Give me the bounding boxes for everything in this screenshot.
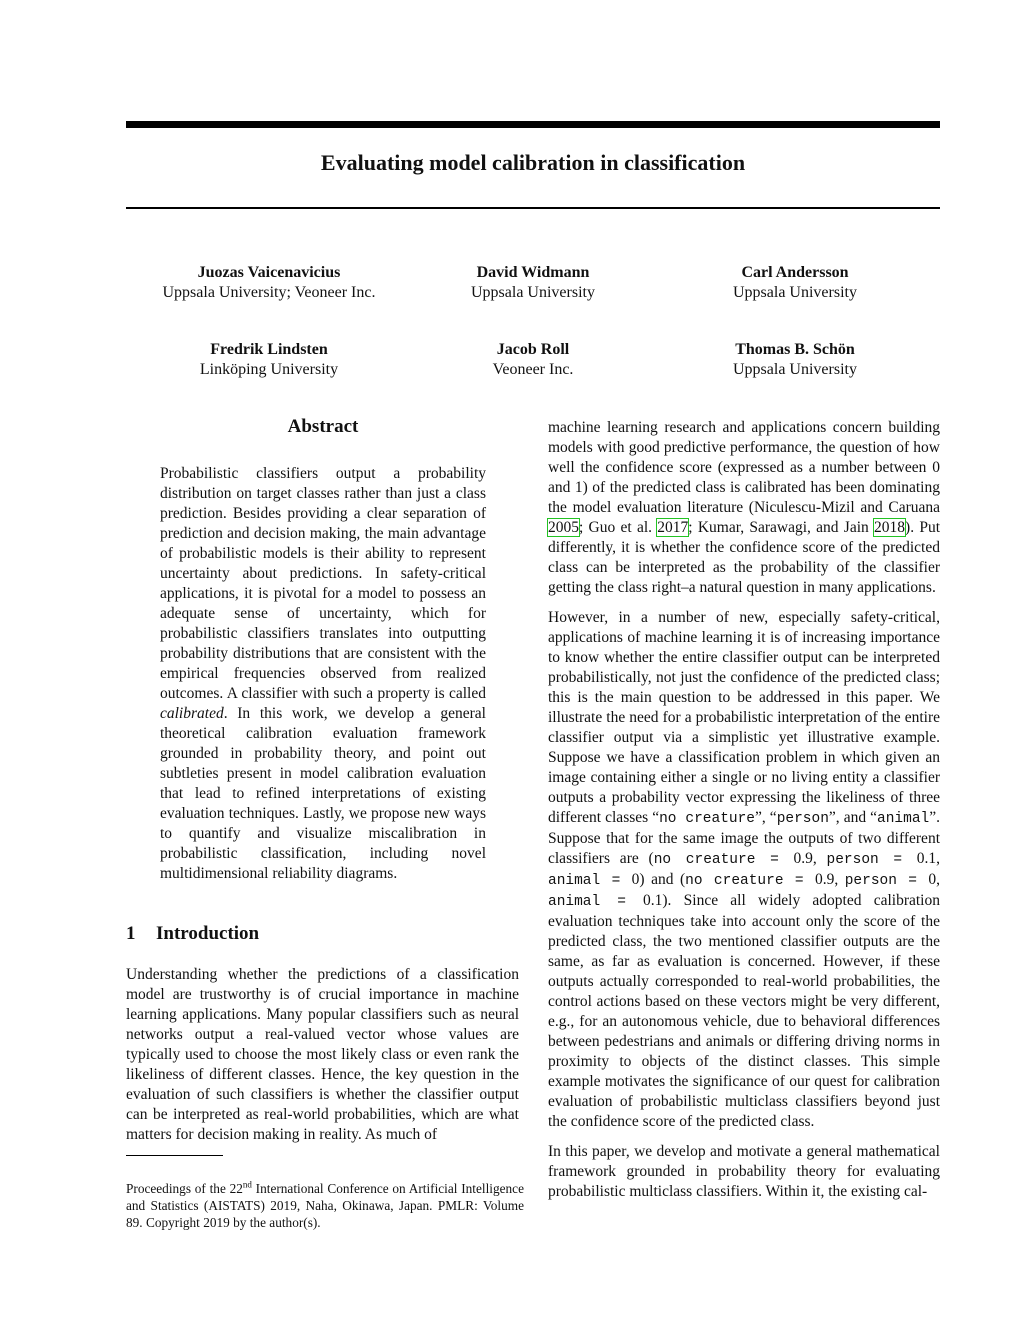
author-block (655, 263, 935, 303)
abstract-emphasis: calibrated (160, 705, 224, 722)
section-number: 1 (126, 923, 136, 944)
author-affiliation: Uppsala University (471, 284, 595, 301)
abstract-text: Probabilistic classifiers output a probability distribution on target classes rather than just a class prediction. Besides providing a clear separation of prediction and decision making, the main advantage of probabilistic models is their ability to represent uncertainty about predictions. In safety-critical applications, it is pivotal for a model to possess an adequate sense of uncertainty, which for probabilistic classifiers translates into outputting probability distributions that are consistent with the empirical frequencies observed from realized outcomes. A classifier with such a property is called (160, 465, 486, 702)
output-value: 0, (928, 871, 940, 888)
footnote-text: International Conference on Artificial Intelligence and Statistics (AISTATS) 2019, Naha, Okinawa, Japan. PMLR: Volume 89. Copyright 2019 by the author(s). (126, 1181, 524, 1230)
paragraph-text: ”, and “ (828, 809, 878, 826)
title-bottom-rule (126, 207, 940, 209)
paragraph-text: ”, “ (755, 809, 777, 826)
class-label: animal (877, 811, 930, 827)
paragraph-text: machine learning research and applications concern building models with good predictive performance, the question of how well the confidence score (expressed as a number between 0 and 1) of the predicted class is calibrated has been dominating the model evaluation literature (Niculescu-Mizil and Caruana (548, 419, 940, 516)
author-affiliation: Veoneer Inc. (492, 361, 574, 378)
output-value: 0.1, (916, 850, 941, 867)
footnote-superscript: nd (242, 1179, 252, 1190)
class-label: no creature = (685, 873, 815, 889)
author-affiliation: Uppsala University (733, 284, 857, 301)
author-block (129, 263, 409, 303)
author-name: Carl Andersson (741, 264, 849, 281)
paragraph-text: ”. Suppose that for the same image the outputs of two different classifiers are ( (548, 809, 941, 867)
author-name: David Widmann (476, 264, 590, 281)
title-top-rule (126, 121, 940, 128)
output-value: 0.9, (793, 850, 827, 867)
section-heading (126, 923, 259, 945)
paragraph-text: ). Since all widely adopted calibration evaluation techniques take into account only the score of the predicted class, the two mentioned classifier outputs are the same, as far as evaluation is concerned. However, if these outputs actually corresponded to real-world probabilities, the control actions based on these vectors might be very different, e.g., for an autonomous vehicle, due to behavioral differences between pedestrians and animals or differing driving norms in proximity to objects of the distinct classes. This simple example motivates the significance of our quest for calibration evaluation of probabilistic multiclass classifiers beyond just the confidence score of the predicted class. (548, 892, 940, 1130)
author-block (393, 263, 673, 303)
author-affiliation: Uppsala University (733, 361, 857, 378)
author-name: Fredrik Lindsten (210, 341, 328, 358)
class-label: animal = (548, 873, 632, 889)
abstract-body (160, 464, 486, 884)
class-label: no creature (659, 811, 755, 827)
author-affiliation: Linköping University (199, 361, 339, 378)
class-label: person = (844, 873, 929, 889)
author-block (129, 340, 409, 380)
author-name: Thomas B. Schön (735, 341, 855, 358)
author-name: Jacob Roll (496, 341, 570, 358)
abstract-text: . In this work, we develop a general theoretical calibration evaluation framework grounded in probability theory, and point out subtleties present in model calibration evaluation that lead to refined interpretations of existing evaluation techniques. Lastly, we propose new ways to quantify and visualize miscalibration in probabilistic classification, including novel multidimensional reliability diagrams. (160, 705, 486, 882)
output-value: 0) and ( (631, 871, 686, 888)
intro-paragraph (126, 965, 519, 1145)
intro-text: Understanding whether the predictions of a classification model are trustworthy is of crucial importance in machine learning applications. Many popular classifiers such as neural networks output a real-valued vector whose values are typically used to choose the most likely class or even rank the likeliness of different classes. Hence, the key question in the evaluation of such classifiers is whether the classifier output can be interpreted as real-world probabilities, which are what matters for decision making in reality. As much of (126, 966, 519, 1143)
class-label: person = (826, 852, 917, 868)
footnote (126, 1180, 524, 1231)
author-name: Juozas Vaicenavicius (197, 264, 341, 281)
paragraph (548, 608, 940, 1132)
author-block (393, 340, 673, 380)
abstract-heading: Abstract (287, 416, 359, 437)
citation-link[interactable]: 2018 (874, 519, 906, 536)
output-value: 0.9, (814, 871, 845, 888)
output-value: 0.1 (643, 892, 663, 909)
footnote-text: Proceedings of the 22 (126, 1181, 243, 1196)
paper-title: Evaluating model calibration in classification (320, 150, 746, 175)
paragraph-text: ; Kumar, Sarawagi, and Jain (688, 519, 875, 536)
right-column (548, 418, 940, 1202)
paragraph-text: ). Put differently, it is whether the confidence score of the predicted class can be interpreted as the probability of the classifier getting the class right–a natural question in many applications. (548, 519, 940, 596)
class-label: person (776, 811, 829, 827)
author-block (655, 340, 935, 380)
paragraph-text: However, in a number of new, especially safety-critical, applications of machine learning it is of increasing importance to know whether the entire classifier output can be interpreted probabilistically, not just the confidence of the predicted class; this is the main question to be addressed in this paper. We illustrate the need for a probabilistic interpretation of the entire classifier output via a simplistic yet illustrative example. Suppose we have a classification problem in which given an image containing either a single or no living entity a classifier outputs a probability vector expressing the likeliness of three different classes “ (548, 609, 940, 826)
footnote-rule (126, 1155, 223, 1156)
citation-link[interactable]: 2005 (548, 519, 579, 536)
class-label: no creature = (653, 852, 794, 868)
author-affiliation: Uppsala University; Veoneer Inc. (162, 284, 376, 301)
citation-link[interactable]: 2017 (657, 519, 689, 536)
class-label: animal = (548, 894, 644, 910)
paragraph-text: ; Guo et al. (579, 519, 658, 536)
paragraph: In this paper, we develop and motivate a general mathematical framework grounded in probability theory for evaluating probabilistic multiclass classifiers. Within it, the existing cal- (548, 1143, 940, 1200)
section-title: Introduction (156, 923, 260, 944)
paragraph (548, 418, 940, 598)
